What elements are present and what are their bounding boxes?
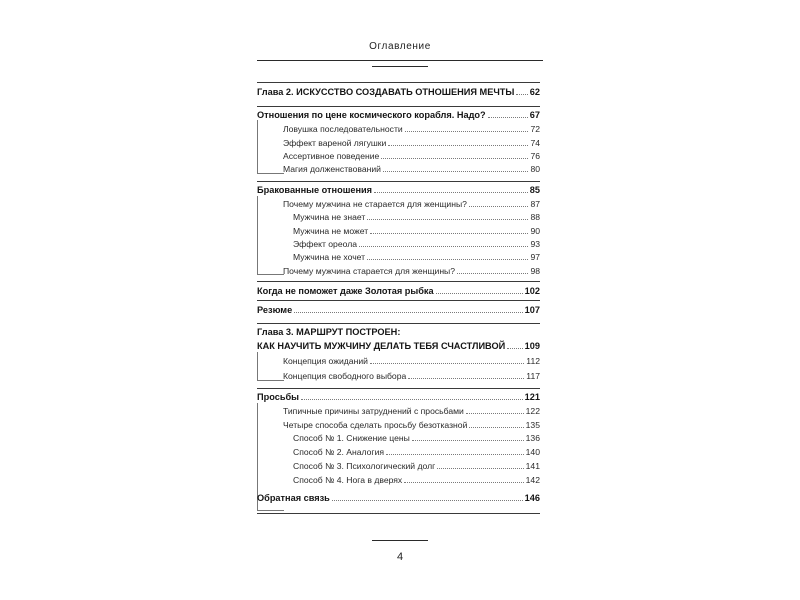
toc-page-number: 112 xyxy=(526,356,540,366)
toc-entry-title: Резюме xyxy=(257,305,293,315)
toc-dot-leader xyxy=(367,219,528,220)
toc-dot-leader xyxy=(436,293,523,294)
toc-entry-subsubsection xyxy=(293,459,540,473)
toc-entry-title: Ассертивное поведение xyxy=(283,151,380,161)
toc-entry-title: Способ № 2. Аналогия xyxy=(293,447,385,457)
toc-page-number: 93 xyxy=(530,239,540,249)
toc-dot-leader xyxy=(466,413,524,414)
toc-page-number: 67 xyxy=(529,110,540,120)
toc-page-number: 80 xyxy=(530,164,540,174)
toc-entry-section xyxy=(257,491,540,505)
toc-dot-leader xyxy=(367,259,528,260)
toc-entry-subsubsection xyxy=(293,431,540,445)
toc-entry-title: Типичные причины затруднений с просьбами xyxy=(283,406,464,416)
toc-entry-title: Способ № 3. Психологический долг xyxy=(293,461,436,471)
toc-dot-leader xyxy=(383,171,528,172)
toc-page-number: 122 xyxy=(525,406,540,416)
toc-entry-subsection xyxy=(283,264,540,278)
toc-entry-chapter xyxy=(257,325,540,339)
toc-page-number: 90 xyxy=(530,226,540,236)
toc-dot-leader xyxy=(370,363,524,364)
section-divider xyxy=(257,106,540,107)
toc-entry-title: Ловушка последовательности xyxy=(283,124,403,134)
toc-entry-title: Почему мужчина старается для женщины? xyxy=(283,266,456,276)
toc-entry-subsection xyxy=(283,404,540,418)
toc-page-number: 141 xyxy=(525,461,540,471)
toc-dot-leader xyxy=(301,399,523,400)
toc-entry-title: Эффект ореола xyxy=(293,239,357,249)
section-divider xyxy=(257,281,540,282)
toc-dot-leader xyxy=(405,131,529,132)
toc-entry-title: Мужчина не знает xyxy=(293,212,366,222)
toc-page-number: 87 xyxy=(530,199,540,209)
toc-entry-title: Отношения по цене космического корабля. Надо? xyxy=(257,110,486,120)
toc-dot-leader xyxy=(332,500,523,501)
toc-dot-leader xyxy=(370,233,528,234)
section-bracket xyxy=(257,196,284,275)
toc-dot-leader xyxy=(374,192,528,193)
toc-entry-title: Глава 3. МАРШРУТ ПОСТРОЕН: xyxy=(257,327,401,337)
toc-entry-subsubsection xyxy=(293,224,540,238)
toc-entry-subsubsection xyxy=(293,473,540,487)
toc-page-number: 98 xyxy=(530,266,540,276)
toc-page-number: 97 xyxy=(530,252,540,262)
toc-page-number: 140 xyxy=(525,447,540,457)
toc-dot-leader xyxy=(381,158,528,159)
toc-entry-title: КАК НАУЧИТЬ МУЖЧИНУ ДЕЛАТЬ ТЕБЯ СЧАСТЛИВОЙ xyxy=(257,341,506,351)
toc-dot-leader xyxy=(388,145,528,146)
toc-dot-leader xyxy=(488,117,528,118)
toc-entry-title: Когда не поможет даже Золотая рыбка xyxy=(257,286,434,296)
running-header: Оглавление xyxy=(369,41,431,52)
toc-entry-subsubsection xyxy=(293,210,540,224)
toc-entry-chapter xyxy=(257,85,540,99)
toc-dot-leader xyxy=(404,482,523,483)
toc-page-number: 121 xyxy=(524,392,540,402)
section-divider xyxy=(257,513,540,514)
toc-entry-section xyxy=(257,284,540,298)
toc-entry-title: Четыре способа сделать просьбу безотказной xyxy=(283,420,468,430)
toc-entry-title: Способ № 1. Снижение цены xyxy=(293,433,410,443)
section-bracket xyxy=(257,352,284,381)
toc-entry-title: Мужчина не хочет xyxy=(293,252,366,262)
toc-page-number: 76 xyxy=(530,151,540,161)
toc-entry-subsection xyxy=(283,369,540,383)
toc-page-number: 88 xyxy=(530,212,540,222)
toc-page-number: 136 xyxy=(525,433,540,443)
toc-entry-subsubsection xyxy=(293,445,540,459)
section-bracket xyxy=(257,120,284,174)
toc-dot-leader xyxy=(294,312,522,313)
toc-page-number: 62 xyxy=(529,87,540,97)
toc-page-number: 135 xyxy=(525,420,540,430)
toc-entry-subsection xyxy=(283,418,540,432)
footer-rule xyxy=(372,540,428,541)
toc-entry-title: Способ № 4. Нога в дверях xyxy=(293,475,403,485)
section-divider xyxy=(257,388,540,389)
toc-page-number: 117 xyxy=(526,371,540,381)
toc-entry-subsection xyxy=(283,136,540,150)
toc-dot-leader xyxy=(408,378,524,379)
toc-dot-leader xyxy=(507,348,522,349)
toc-page-number: 85 xyxy=(529,185,540,195)
toc-entry-section xyxy=(257,390,540,404)
toc-page-number: 109 xyxy=(524,341,540,351)
toc-entry-section xyxy=(257,183,540,197)
toc-entry-title: Обратная связь xyxy=(257,493,330,503)
toc-dot-leader xyxy=(469,427,523,428)
page-number: 4 xyxy=(396,551,404,563)
toc-entry-subsection xyxy=(283,149,540,163)
toc-entry-section xyxy=(257,303,540,317)
toc-entry-title: Магия долженствований xyxy=(283,164,381,174)
toc-dot-leader xyxy=(469,206,529,207)
section-divider xyxy=(257,300,540,301)
toc-entry-title: Концепция ожиданий xyxy=(283,356,368,366)
toc-page-number: 74 xyxy=(530,138,540,148)
toc-entry-chapter xyxy=(257,339,540,353)
toc-page-number: 146 xyxy=(524,493,540,503)
toc-entry-section xyxy=(257,108,540,122)
toc-dot-leader xyxy=(457,273,528,274)
toc-entry-title: Просьбы xyxy=(257,392,299,402)
toc-entry-title: Эффект вареной лягушки xyxy=(283,138,387,148)
section-divider xyxy=(257,323,540,324)
toc-dot-leader xyxy=(412,440,524,441)
toc-dot-leader xyxy=(386,454,524,455)
toc-dot-leader xyxy=(359,246,528,247)
toc-entry-title: Почему мужчина не старается для женщины? xyxy=(283,199,467,209)
toc-dot-leader xyxy=(437,468,523,469)
toc-entry-title: Мужчина не может xyxy=(293,226,369,236)
toc-page-number: 142 xyxy=(525,475,540,485)
section-divider xyxy=(257,181,540,182)
toc-entry-subsection xyxy=(283,122,540,136)
toc-entry-subsection xyxy=(283,197,540,211)
toc-page-number: 107 xyxy=(524,305,540,315)
toc-page-number: 72 xyxy=(530,124,540,134)
toc-dot-leader xyxy=(516,94,527,95)
toc-entry-subsubsection xyxy=(293,237,540,251)
section-divider xyxy=(257,82,540,83)
toc-entry-title: Бракованные отношения xyxy=(257,185,373,195)
toc-entry-subsection xyxy=(283,162,540,176)
toc-entry-title: Концепция свободного выбора xyxy=(283,371,407,381)
toc-entry-subsubsection xyxy=(293,250,540,264)
toc-entry-title: Глава 2. ИСКУССТВО СОЗДАВАТЬ ОТНОШЕНИЯ МЕЧТЫ xyxy=(257,87,515,97)
toc-entry-subsection xyxy=(283,354,540,368)
toc-page-number: 102 xyxy=(524,286,540,296)
